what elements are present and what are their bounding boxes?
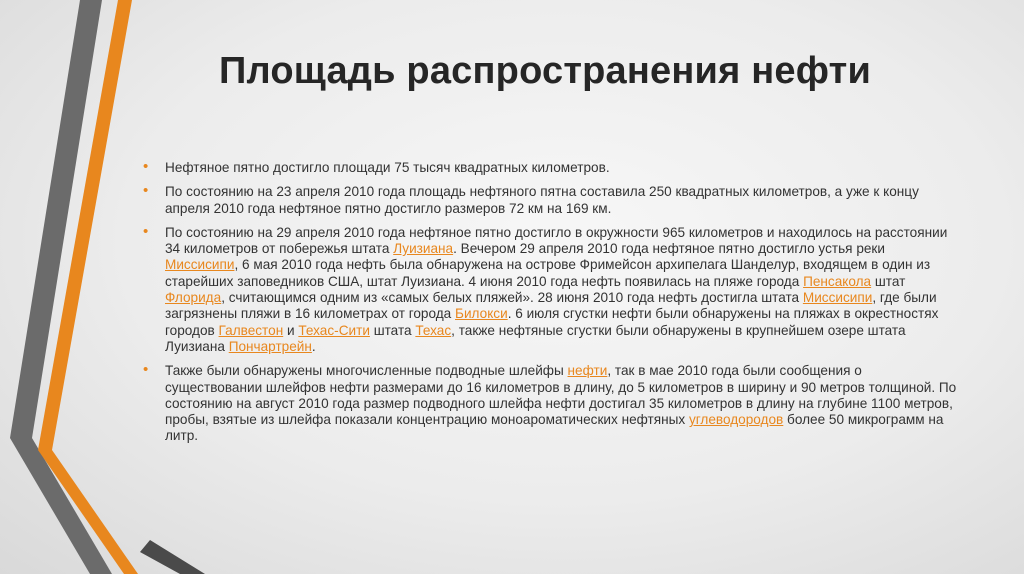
text-link[interactable]: Миссисипи: [802, 290, 873, 306]
bullet-text: [165, 160, 610, 175]
text-segment: .: [311, 338, 316, 354]
bullet-text: [165, 184, 919, 215]
text-segment: . 6 июля сгустки нефти были обнаружены на пляжах в окрестностях городов: [165, 306, 939, 338]
text-segment: , 6 мая 2010 года нефть была обнаружена на острове Фримейсон архипелага Шанделур, входящем в один из старейших заповедников США, штат Луизиана. 4 июня 2010 года нефть появилась на пляже города: [165, 257, 931, 289]
text-link[interactable]: углеводородов: [688, 412, 784, 428]
text-link[interactable]: Техас: [415, 322, 452, 338]
bullet-item: [140, 160, 960, 176]
text-link[interactable]: нефти: [567, 363, 608, 379]
bullet-icon: •: [143, 222, 149, 240]
text-link[interactable]: Миссисипи: [165, 257, 235, 273]
gray-stripe-bottom: [10, 438, 112, 574]
bullet-item: [140, 222, 960, 355]
bullet-item: [140, 184, 960, 217]
dark-stripe-bottom: [140, 540, 205, 574]
text-segment: . Вечером 29 апреля 2010 года нефтяное пятно достигло устья реки: [453, 241, 885, 257]
text-link[interactable]: Пенсакола: [803, 273, 872, 289]
bullet-text: [165, 225, 947, 354]
bullet-text: [165, 363, 956, 443]
bullet-item: [140, 363, 960, 444]
slide-title: Площадь распространения нефти: [218, 50, 872, 92]
text-link[interactable]: Луизиана: [393, 241, 454, 257]
text-segment: , где были загрязнены пляжи в 16 километрах от города: [165, 290, 937, 322]
text-segment: , также нефтяные сгустки были обнаружены в крупнейшем озере штата Луизиана: [165, 322, 906, 354]
text-segment: штат: [871, 273, 906, 289]
text-segment: , считающимся одним из «самых белых пляжей». 28 июня 2010 года нефть достигла штата: [221, 290, 803, 306]
bullet-list: [140, 160, 960, 453]
bullet-icon: •: [143, 182, 149, 200]
bullet-icon: •: [143, 158, 149, 175]
text-segment: Нефтяное пятно достигло площади 75 тысяч квадратных километров.: [165, 160, 610, 175]
text-segment: более 50 микрограмм на литр.: [165, 412, 944, 444]
text-link[interactable]: Пончартрейн: [228, 338, 312, 354]
text-segment: и: [283, 322, 299, 338]
text-segment: По состоянию на 23 апреля 2010 года площадь нефтяного пятна составила 250 квадратных километров, а уже к концу апреля 2010 года нефтяное пятно достигло размеров 72 км на 169 км.: [165, 184, 919, 216]
text-segment: Также были обнаружены многочисленные подводные шлейфы: [165, 363, 568, 379]
text-link[interactable]: Техас-Сити: [298, 322, 370, 338]
text-segment: , так в мае 2010 года были сообщения о существовании шлейфов нефти размерами до 16 километров в длину, до 5 километров в ширину и 90 метров толщиной. По состоянию на август 2010 года размер подводного шлейфа нефти достигал 35 километров в длину на глубине 1100 метров, пробы, взятые из шлейфа показали концентрацию моноароматических нефтяных: [165, 363, 957, 428]
text-segment: По состоянию на 29 апреля 2010 года нефтяное пятно достигло в окружности 965 километров и находилось на расстоянии 34 километров от побережья штата: [165, 224, 948, 257]
text-link[interactable]: Билокси: [455, 306, 508, 322]
text-link[interactable]: Галвестон: [218, 322, 284, 338]
bullet-icon: •: [143, 361, 149, 379]
text-segment: штата: [369, 322, 416, 338]
text-link[interactable]: Флорида: [165, 290, 222, 306]
